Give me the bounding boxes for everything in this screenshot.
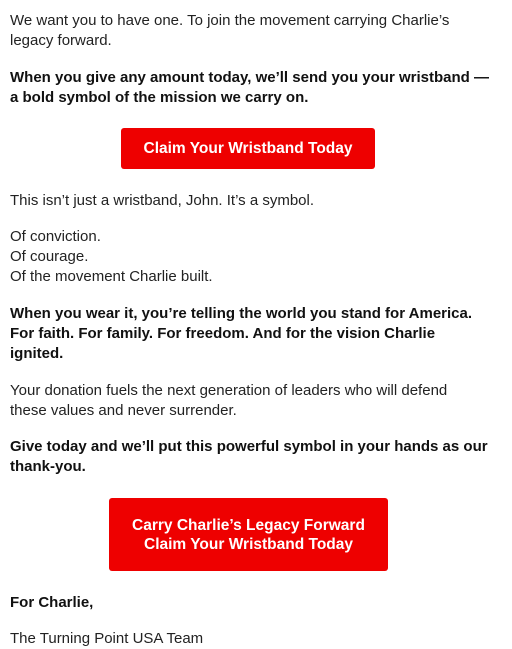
give-paragraph	[10, 437, 500, 477]
wear-line: ignited.	[10, 345, 64, 362]
offer-line: When you give any amount today, we’ll send you your wristband —	[10, 69, 489, 86]
symbol-line: This isn’t just a wristband, John. It’s a symbol.	[10, 192, 315, 209]
give-line: Give today and we’ll put this powerful symbol in your hands as our	[10, 438, 488, 455]
values-paragraph	[10, 227, 500, 287]
carry-legacy-button-line1: Carry Charlie’s Legacy Forward	[132, 516, 365, 534]
carry-legacy-button-line2: Claim Your Wristband Today	[144, 535, 353, 553]
donation-paragraph	[10, 381, 500, 421]
intro-paragraph	[10, 11, 500, 51]
values-line: Of courage.	[10, 248, 89, 265]
closing-text	[10, 593, 500, 613]
offer-line: a bold symbol of the mission we carry on.	[10, 89, 309, 106]
signature-text	[10, 629, 500, 649]
give-line: thank-you.	[10, 458, 86, 475]
symbol-paragraph	[10, 191, 500, 211]
wear-paragraph	[10, 304, 500, 364]
claim-wristband-button[interactable]	[121, 128, 375, 169]
signature-line: The Turning Point USA Team	[10, 630, 204, 647]
offer-paragraph	[10, 68, 500, 108]
intro-line: legacy forward.	[10, 32, 112, 49]
values-line: Of conviction.	[10, 228, 101, 245]
wear-line: For faith. For family. For freedom. And for the vision Charlie	[10, 325, 436, 342]
claim-wristband-button-label: Claim Your Wristband Today	[143, 140, 353, 157]
donation-line: these values and never surrender.	[10, 402, 237, 419]
carry-legacy-button[interactable]	[109, 498, 388, 571]
donation-line: Your donation fuels the next generation of leaders who will defend	[10, 382, 448, 399]
wear-line: When you wear it, you’re telling the world you stand for America.	[10, 305, 473, 322]
values-line: Of the movement Charlie built.	[10, 268, 213, 285]
closing-line: For Charlie,	[10, 594, 94, 611]
intro-line: We want you to have one. To join the movement carrying Charlie’s	[10, 12, 450, 29]
